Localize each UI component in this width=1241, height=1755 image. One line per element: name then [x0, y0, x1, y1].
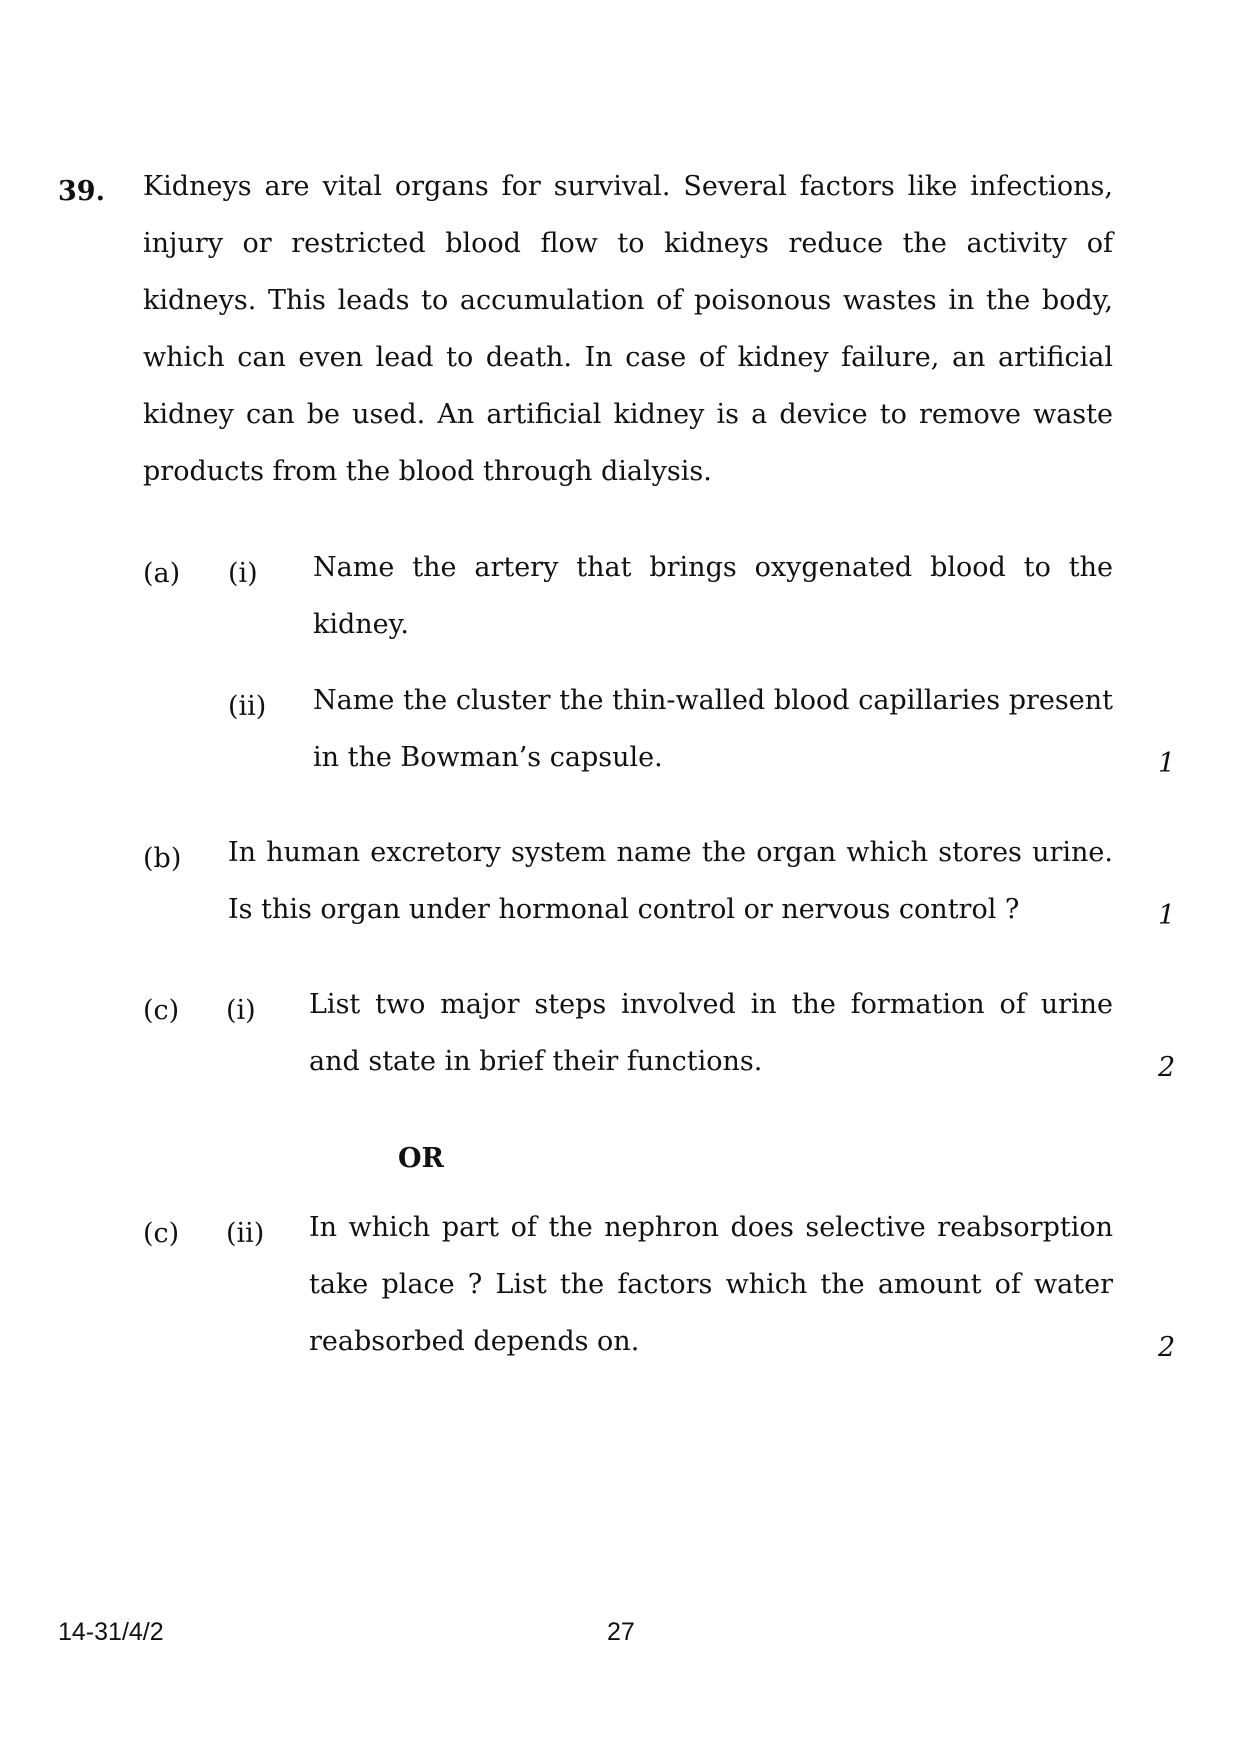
part-c1-label: (c)	[143, 995, 180, 1026]
part-c2-label: (c)	[143, 1218, 180, 1249]
part-a-marks: 1	[1158, 748, 1176, 779]
part-a-label: (a)	[143, 558, 181, 589]
part-a-ii-label: (ii)	[228, 691, 267, 722]
or-divider: OR	[398, 1143, 444, 1174]
part-a-ii-text: Name the cluster the thin-walled blood capillaries present in the Bowman’s capsule.	[313, 685, 1113, 773]
part-c1-marks: 2	[1158, 1052, 1176, 1083]
part-b-text: In human excretory system name the organ which stores urine. Is this organ under hormonal control or nervous control ?	[228, 837, 1113, 925]
part-a-i-text: Name the artery that brings oxygenated blood to the kidney.	[313, 552, 1113, 640]
paper-code: 14-31/4/2	[58, 1618, 164, 1646]
part-b-marks: 1	[1158, 900, 1176, 931]
part-c2-text: In which part of the nephron does selective reabsorption take place ? List the factors which the amount of water reabsorbed depends on.	[309, 1212, 1113, 1357]
part-c2-sub-label: (ii)	[226, 1218, 265, 1249]
page-number: 27	[607, 1618, 635, 1646]
part-c1-text: List two major steps involved in the formation of urine and state in brief their functions.	[309, 989, 1113, 1077]
part-c1-sub-label: (i)	[226, 995, 256, 1026]
part-c2-marks: 2	[1158, 1332, 1176, 1363]
question-number: 39.	[58, 176, 105, 207]
part-a-i-label: (i)	[228, 558, 258, 589]
question-passage: Kidneys are vital organs for survival. Several factors like infections, injury or restricted blood flow to kidneys reduce the activity of kidneys. This leads to accumulation of poisonous wastes in the body, which can even lead to death. In case of kidney failure, an artificial kidney can be used. An artificial kidney is a device to remove waste products from the blood through dialysis.	[143, 171, 1113, 487]
part-b-label: (b)	[143, 843, 182, 874]
